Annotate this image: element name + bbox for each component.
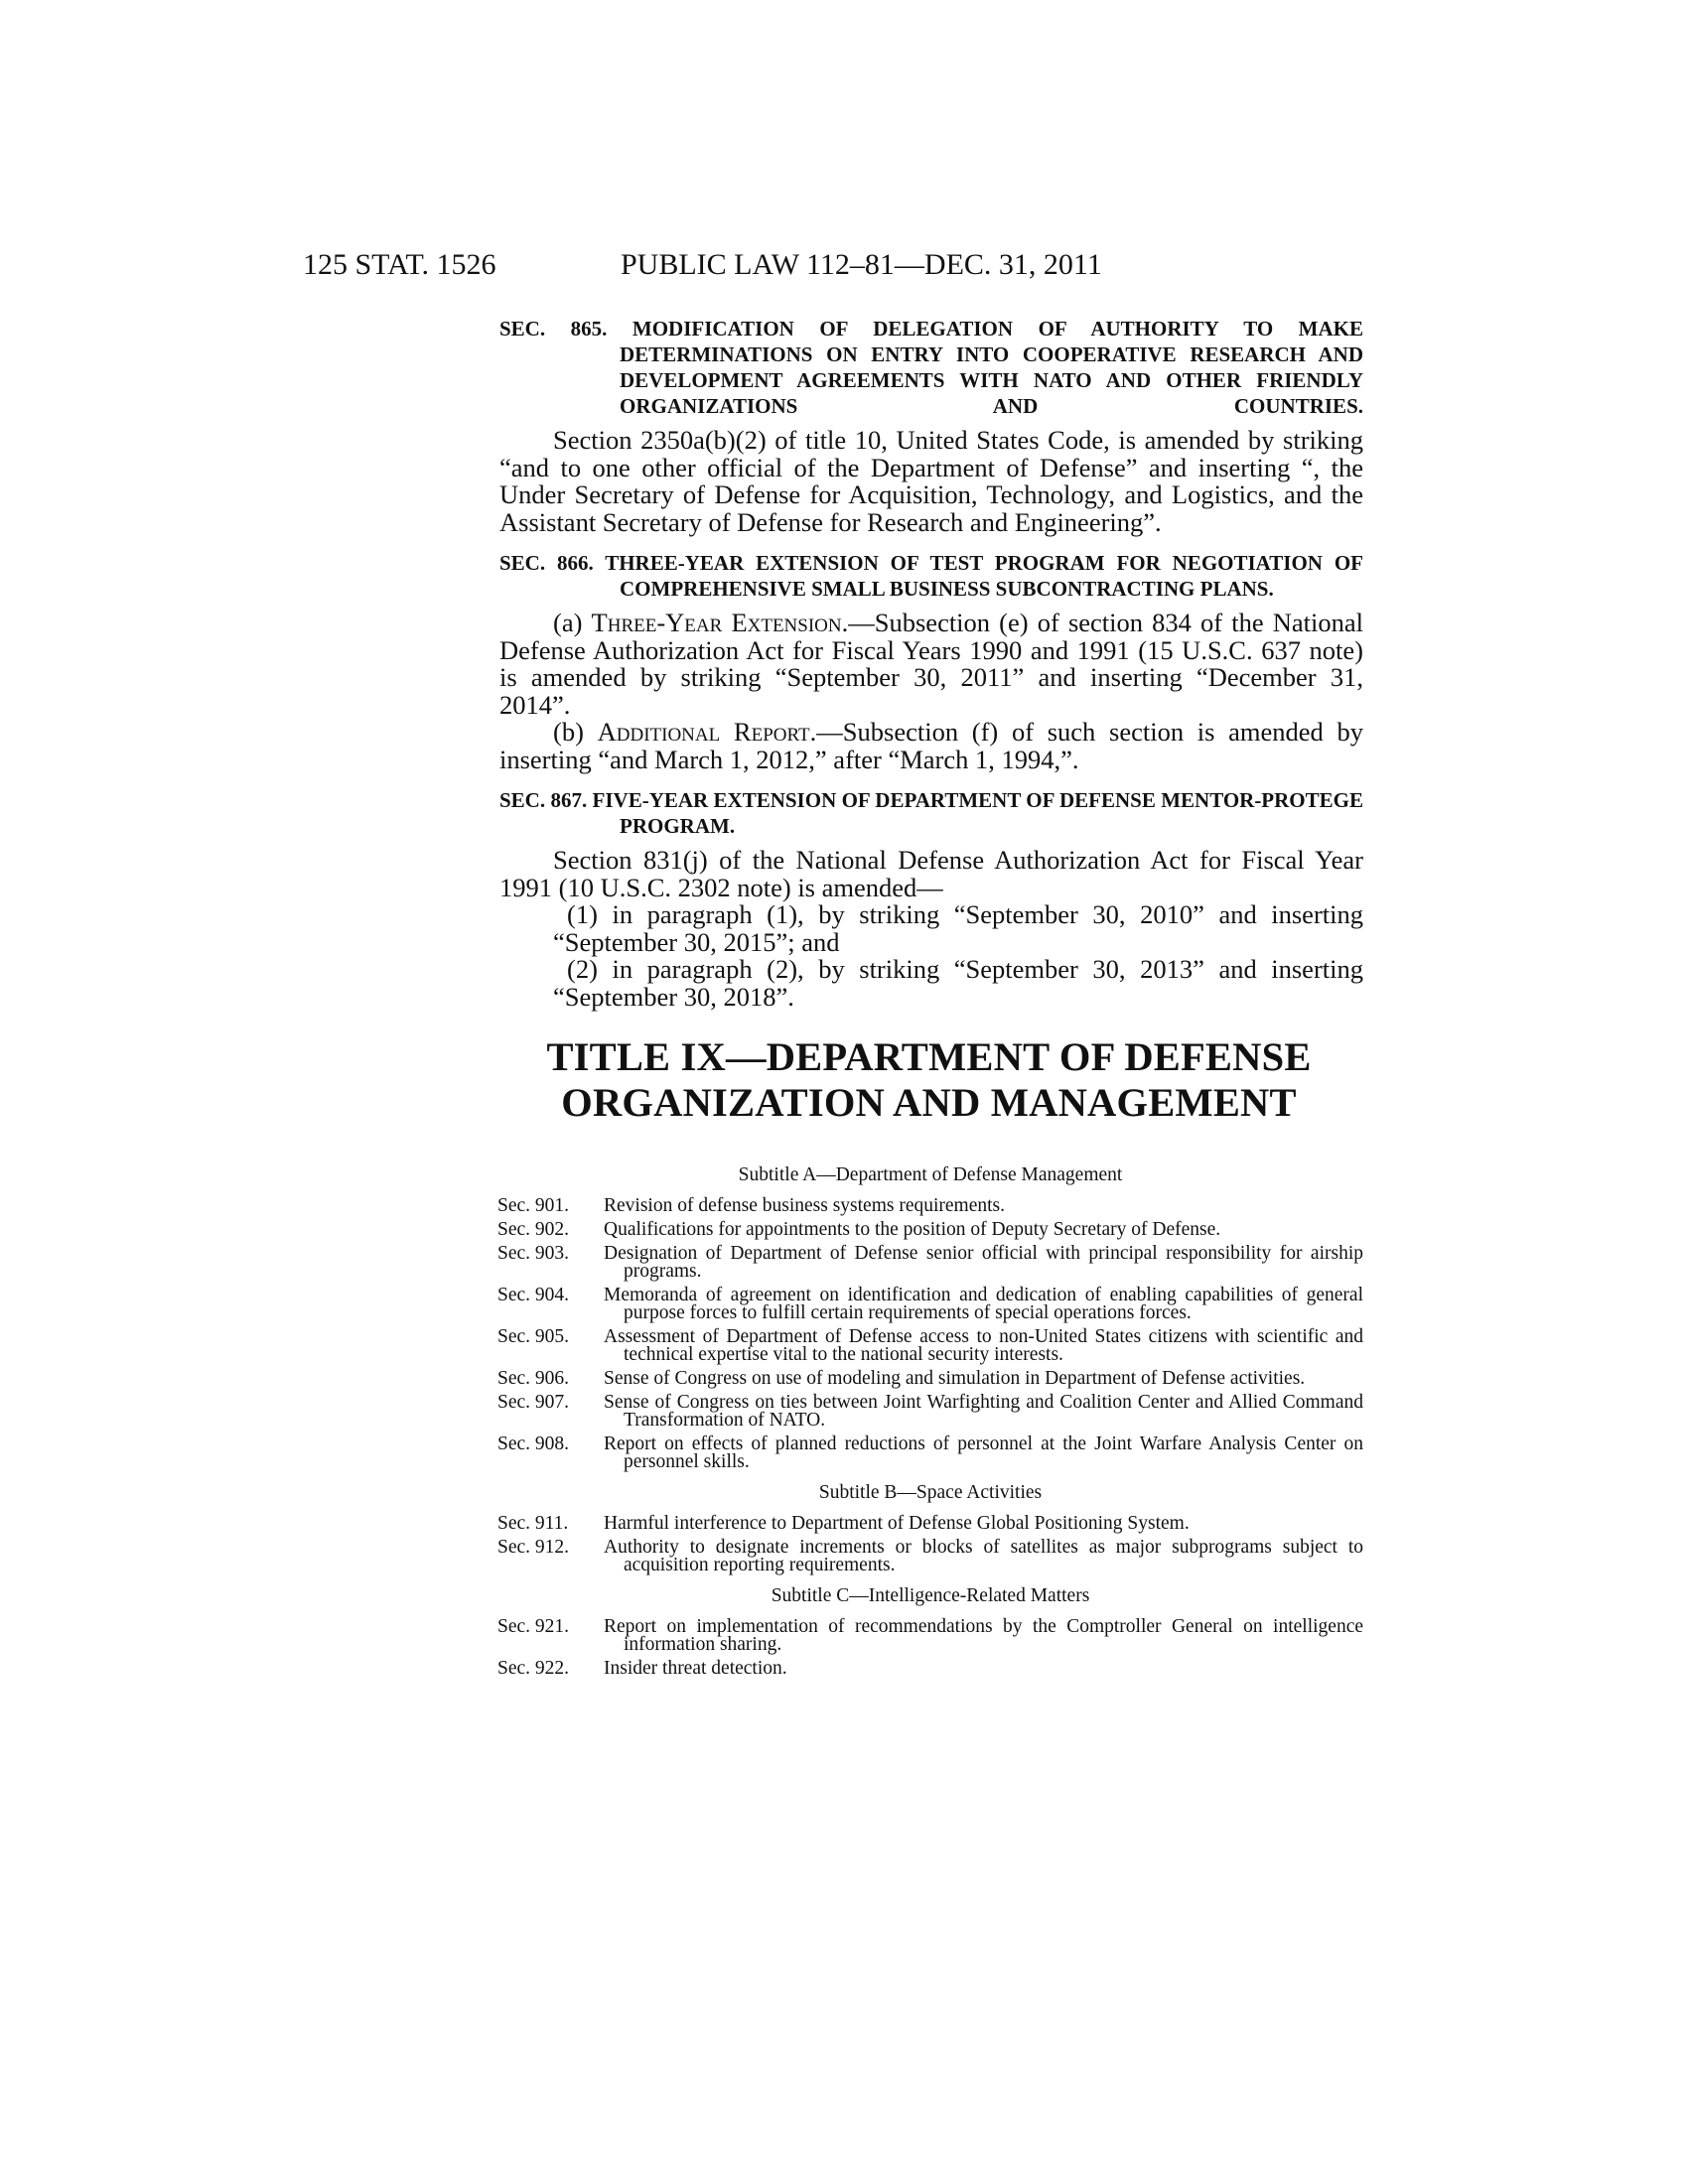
toc-entry bbox=[497, 1539, 1363, 1574]
toc-section-title: Memoranda of agreement on identification and dedication of enabling capabilities of general purpose forces to fulfill certain requirements of special operations forces. bbox=[604, 1285, 1363, 1323]
toc-section-title: Report on implementation of recommendations by the Comptroller General on intelligence information sharing. bbox=[604, 1616, 1363, 1655]
toc-section-title: Insider threat detection. bbox=[604, 1658, 787, 1679]
toc-section-number: Sec. 902. bbox=[497, 1219, 570, 1240]
section-867-text: Section 831(j) of the National Defense Authorization Act for Fiscal Year 1991 (10 U.S.C. 2302 note) is amended— bbox=[499, 845, 1363, 902]
section-867-paragraph-2: (2) in paragraph (2), by striking “September 30, 2013” and inserting “September 30, 2018”. bbox=[553, 954, 1363, 1012]
toc-entry bbox=[497, 1197, 1363, 1215]
toc-section-number: Sec. 901. bbox=[497, 1195, 570, 1216]
toc-section-title: Report on effects of planned reductions of personnel at the Joint Warfare Analysis Center on personnel skills. bbox=[604, 1433, 1363, 1472]
section-865-text: Section 2350a(b)(2) of title 10, United States Code, is amended by striking “and to one other official of the Department of Defense” and inserting “, the Under Secretary of Defense for Acquisition, Technology, and Logistics, and the Assistant Secretary of Defense for Research and Engineering”. bbox=[499, 425, 1363, 537]
section-867-heading: SEC. 867. FIVE-YEAR EXTENSION OF DEPARTMENT OF DEFENSE MENTOR-PROTEGE PROGRAM. bbox=[499, 788, 1363, 838]
toc-section-number: Sec. 922. bbox=[497, 1658, 570, 1679]
toc-section-title: Assessment of Department of Defense access to non-United States citizens with scientific and technical expertise vital to the national security interests. bbox=[604, 1326, 1363, 1365]
toc-section-number: Sec. 908. bbox=[497, 1433, 570, 1454]
section-865-heading: SEC. 865. MODIFICATION OF DELEGATION OF AUTHORITY TO MAKE DETERMINATIONS ON ENTRY INTO COOPERATIVE RESEARCH AND DEVELOPMENT AGREEMENTS WITH NATO AND OTHER FRIENDLY ORGANIZATIONS AND COUNTRIES. bbox=[499, 317, 1363, 418]
toc-section-title: Harmful interference to Department of Defense Global Positioning System. bbox=[604, 1513, 1190, 1534]
toc-section-number: Sec. 921. bbox=[497, 1616, 570, 1637]
subtitle-b-entries bbox=[497, 1515, 1363, 1574]
subtitle-a-entries bbox=[497, 1197, 1363, 1471]
subtitle-b-heading: Subtitle B—Space Activities bbox=[818, 1482, 1043, 1503]
running-header bbox=[303, 248, 1365, 288]
toc-section-number: Sec. 906. bbox=[497, 1368, 570, 1389]
toc-entry bbox=[497, 1660, 1363, 1678]
section-866-subsection-b bbox=[499, 719, 1363, 773]
title-ix-line-1: TITLE IX—DEPARTMENT OF DEFENSE bbox=[546, 1034, 1312, 1079]
toc-entry bbox=[497, 1245, 1363, 1281]
toc-section-number: Sec. 905. bbox=[497, 1326, 570, 1347]
subsection-a-label: (a) bbox=[553, 608, 592, 637]
title-ix-heading bbox=[494, 1034, 1363, 1126]
toc-entry bbox=[497, 1435, 1363, 1471]
toc-entry bbox=[497, 1370, 1363, 1388]
subtitle-c-entries bbox=[497, 1618, 1363, 1678]
toc-section-title: Qualifications for appointments to the position of Deputy Secretary of Defense. bbox=[604, 1219, 1221, 1240]
toc-section-title: Designation of Department of Defense senior official with principal responsibility for airship programs. bbox=[604, 1243, 1363, 1282]
body-column bbox=[499, 316, 1363, 1688]
toc-section-title: Sense of Congress on use of modeling and simulation in Department of Defense activities. bbox=[604, 1368, 1306, 1389]
section-866-heading: SEC. 866. THREE-YEAR EXTENSION OF TEST PROGRAM FOR NEGOTIATION OF COMPREHENSIVE SMALL BUSINESS SUBCONTRACTING PLANS. bbox=[499, 551, 1363, 601]
toc-section-title: Authority to designate increments or blocks of satellites as major subprograms subject to acquisition reporting requirements. bbox=[604, 1537, 1363, 1575]
toc-section-number: Sec. 912. bbox=[497, 1537, 570, 1558]
subsection-b-label: (b) bbox=[553, 717, 598, 747]
toc-entry bbox=[497, 1221, 1363, 1239]
section-866-subsection-a bbox=[499, 610, 1363, 719]
toc-entry bbox=[497, 1287, 1363, 1322]
table-of-contents bbox=[497, 1163, 1363, 1678]
toc-section-title: Sense of Congress on ties between Joint Warfighting and Coalition Center and Allied Command Transformation of NATO. bbox=[604, 1392, 1363, 1431]
toc-entry bbox=[497, 1515, 1363, 1533]
toc-section-number: Sec. 903. bbox=[497, 1243, 570, 1264]
toc-section-title: Revision of defense business systems requirements. bbox=[604, 1195, 1006, 1216]
toc-section-number: Sec. 907. bbox=[497, 1392, 570, 1413]
toc-entry bbox=[497, 1394, 1363, 1430]
toc-section-number: Sec. 911. bbox=[497, 1513, 569, 1534]
subsection-b-text: .—Subsection (f) of such section is amended by inserting “and March 1, 2012,” after “March 1, 1994,”. bbox=[499, 717, 1363, 774]
public-law-citation: PUBLIC LAW 112–81—DEC. 31, 2011 bbox=[621, 248, 1102, 281]
subsection-a-caption: Three-Year Extension bbox=[591, 608, 842, 637]
subtitle-a-heading: Subtitle A—Department of Defense Management bbox=[738, 1164, 1123, 1185]
subsection-b-caption: Additional Report bbox=[597, 717, 810, 747]
subsection-a-text: .—Subsection (e) of section 834 of the National Defense Authorization Act for Fiscal Years 1990 and 1991 (15 U.S.C. 637 note) is amended by striking “September 30, 2011” and inserting “December 31, 2014”. bbox=[499, 608, 1363, 720]
statute-citation: 125 STAT. 1526 bbox=[303, 248, 496, 281]
section-867-paragraph-1: (1) in paragraph (1), by striking “September 30, 2010” and inserting “September 30, 2015”; and bbox=[553, 899, 1363, 957]
title-ix-line-2: ORGANIZATION AND MANAGEMENT bbox=[561, 1080, 1297, 1125]
toc-section-number: Sec. 904. bbox=[497, 1285, 570, 1305]
toc-entry bbox=[497, 1618, 1363, 1654]
toc-entry bbox=[497, 1328, 1363, 1364]
subtitle-c-heading: Subtitle C—Intelligence-Related Matters bbox=[771, 1585, 1090, 1606]
